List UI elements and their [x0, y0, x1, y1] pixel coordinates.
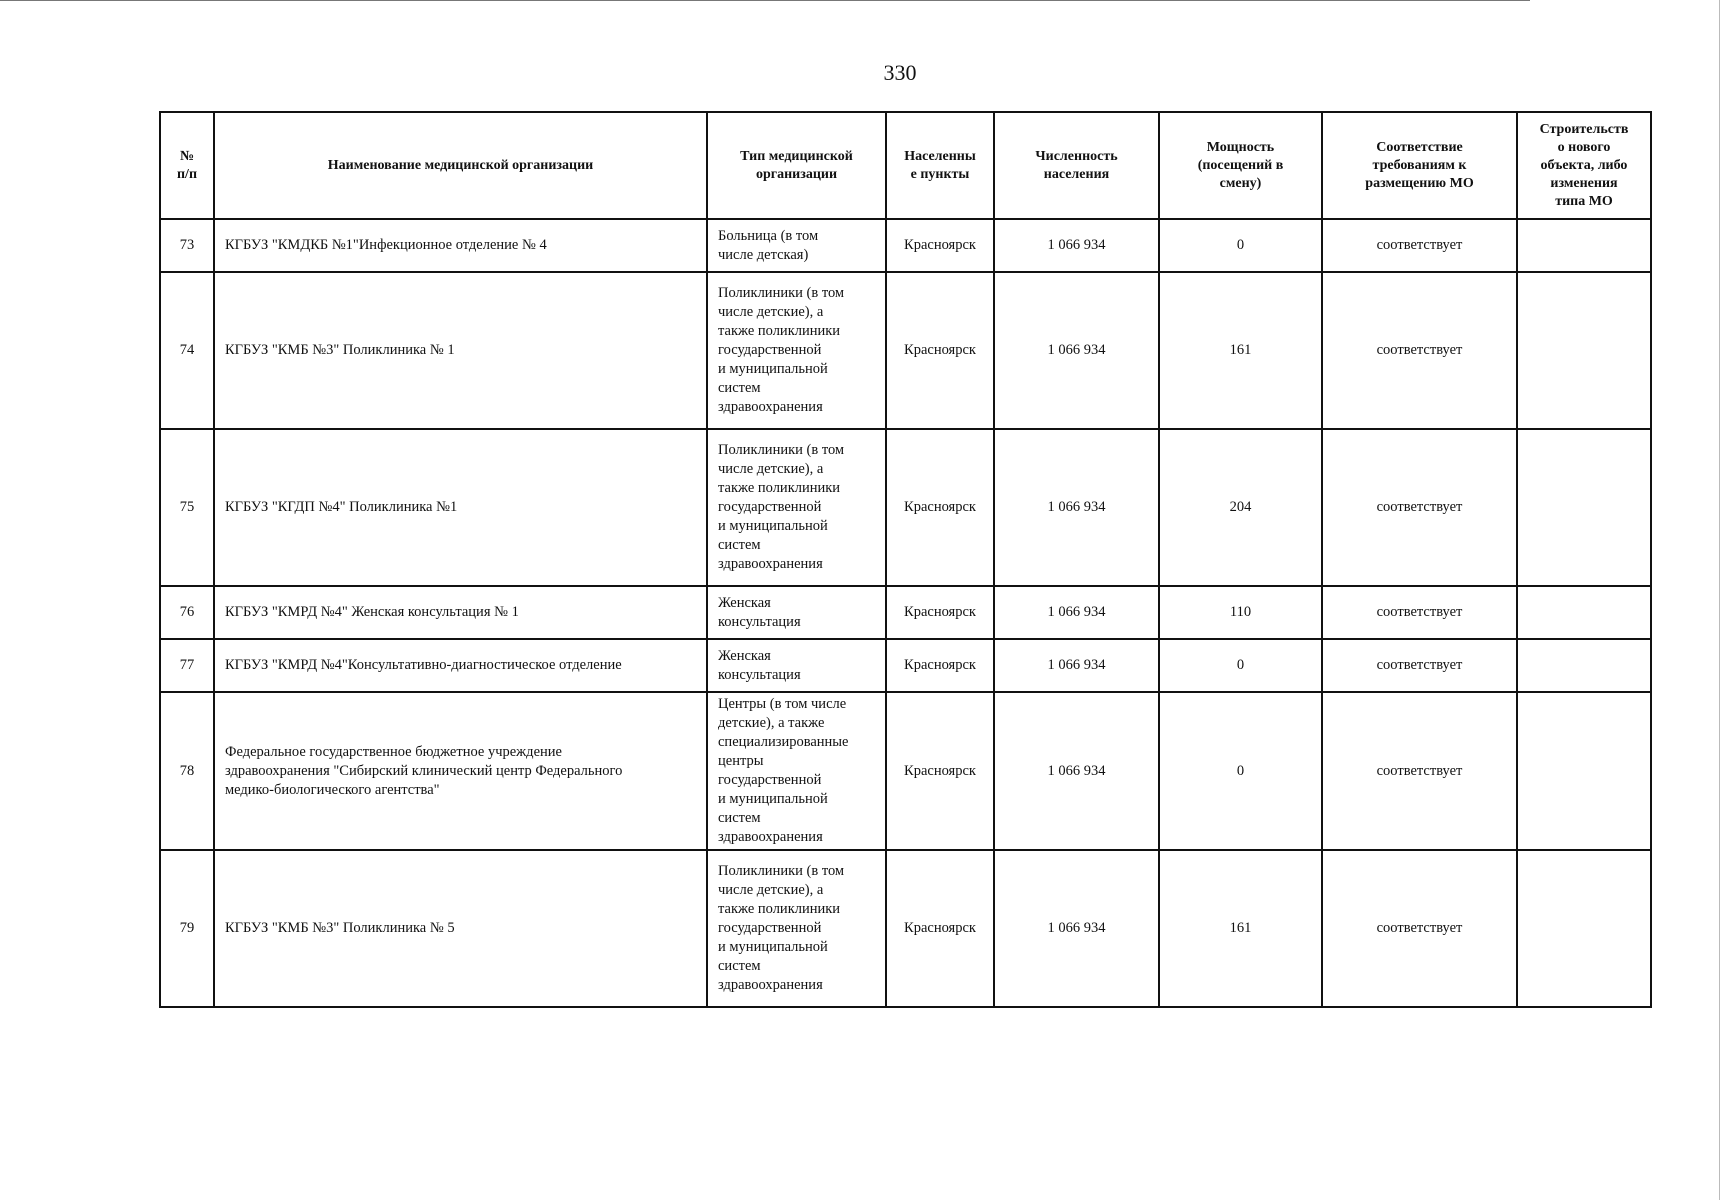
- table-row: [160, 429, 1651, 586]
- row-number: 76: [160, 586, 214, 639]
- settlement: Красноярск: [886, 219, 994, 272]
- row-number: 73: [160, 219, 214, 272]
- organization-type: Поликлиники (в том числе детские), а также поликлиники государственной и муниципальной систем здравоохранения: [707, 429, 886, 586]
- table-header-row: [160, 112, 1651, 219]
- organization-type: Больница (в том числе детская): [707, 219, 886, 272]
- organization-type: Поликлиники (в том числе детские), а также поликлиники государственной и муниципальной систем здравоохранения: [707, 850, 886, 1007]
- capacity: 0: [1159, 219, 1322, 272]
- compliance: соответствует: [1322, 429, 1517, 586]
- header-name: Наименование медицинской организации: [214, 112, 707, 219]
- organization-type: Женская консультация: [707, 639, 886, 692]
- capacity: 161: [1159, 272, 1322, 429]
- compliance: соответствует: [1322, 272, 1517, 429]
- construction: [1517, 639, 1651, 692]
- organization-name: КГБУЗ "КГДП №4" Поликлиника №1: [214, 429, 707, 586]
- organization-name: КГБУЗ "КМДКБ №1"Инфекционное отделение № 4: [214, 219, 707, 272]
- construction: [1517, 219, 1651, 272]
- organization-name: КГБУЗ "КМРД №4"Консультативно-диагностическое отделение: [214, 639, 707, 692]
- organization-type: Центры (в том числе детские), а также специализированные центры государственной и муниципальной систем здравоохранения: [707, 692, 886, 850]
- row-number: 75: [160, 429, 214, 586]
- organization-name: КГБУЗ "КМБ №3" Поликлиника № 5: [214, 850, 707, 1007]
- table-row: [160, 639, 1651, 692]
- capacity: 110: [1159, 586, 1322, 639]
- compliance: соответствует: [1322, 639, 1517, 692]
- construction: [1517, 692, 1651, 850]
- settlement: Красноярск: [886, 272, 994, 429]
- organization-name: КГБУЗ "КМБ №3" Поликлиника № 1: [214, 272, 707, 429]
- construction: [1517, 586, 1651, 639]
- settlement: Красноярск: [886, 586, 994, 639]
- organization-type: Женская консультация: [707, 586, 886, 639]
- population: 1 066 934: [994, 272, 1159, 429]
- compliance: соответствует: [1322, 850, 1517, 1007]
- table-row: [160, 692, 1651, 850]
- row-number: 77: [160, 639, 214, 692]
- organization-name: КГБУЗ "КМРД №4" Женская консультация № 1: [214, 586, 707, 639]
- header-construction: Строительств о нового объекта, либо изменения типа МО: [1517, 112, 1651, 219]
- table-row: [160, 850, 1651, 1007]
- header-city: Населенны е пункты: [886, 112, 994, 219]
- organization-type: Поликлиники (в том числе детские), а также поликлиники государственной и муниципальной систем здравоохранения: [707, 272, 886, 429]
- header-population: Численность населения: [994, 112, 1159, 219]
- capacity: 204: [1159, 429, 1322, 586]
- compliance: соответствует: [1322, 219, 1517, 272]
- row-number: 79: [160, 850, 214, 1007]
- top-scan-edge: [0, 0, 1530, 1]
- right-scan-edge: [1719, 0, 1720, 1200]
- settlement: Красноярск: [886, 692, 994, 850]
- header-num: № п/п: [160, 112, 214, 219]
- header-type: Тип медицинской организации: [707, 112, 886, 219]
- population: 1 066 934: [994, 429, 1159, 586]
- capacity: 161: [1159, 850, 1322, 1007]
- capacity: 0: [1159, 692, 1322, 850]
- population: 1 066 934: [994, 219, 1159, 272]
- settlement: Красноярск: [886, 850, 994, 1007]
- settlement: Красноярск: [886, 429, 994, 586]
- page-number: 330: [883, 60, 917, 85]
- table-row: [160, 272, 1651, 429]
- medical-organizations-table: [159, 111, 1652, 1008]
- table-row: [160, 219, 1651, 272]
- compliance: соответствует: [1322, 692, 1517, 850]
- organization-name: Федеральное государственное бюджетное учреждение здравоохранения "Сибирский клинический центр Федерального медико-биологического агентства": [214, 692, 707, 850]
- population: 1 066 934: [994, 850, 1159, 1007]
- settlement: Красноярск: [886, 639, 994, 692]
- header-capacity: Мощность (посещений в смену): [1159, 112, 1322, 219]
- construction: [1517, 850, 1651, 1007]
- population: 1 066 934: [994, 639, 1159, 692]
- capacity: 0: [1159, 639, 1322, 692]
- compliance: соответствует: [1322, 586, 1517, 639]
- population: 1 066 934: [994, 586, 1159, 639]
- row-number: 78: [160, 692, 214, 850]
- construction: [1517, 272, 1651, 429]
- population: 1 066 934: [994, 692, 1159, 850]
- header-compliance: Соответствие требованиям к размещению МО: [1322, 112, 1517, 219]
- row-number: 74: [160, 272, 214, 429]
- construction: [1517, 429, 1651, 586]
- table-row: [160, 586, 1651, 639]
